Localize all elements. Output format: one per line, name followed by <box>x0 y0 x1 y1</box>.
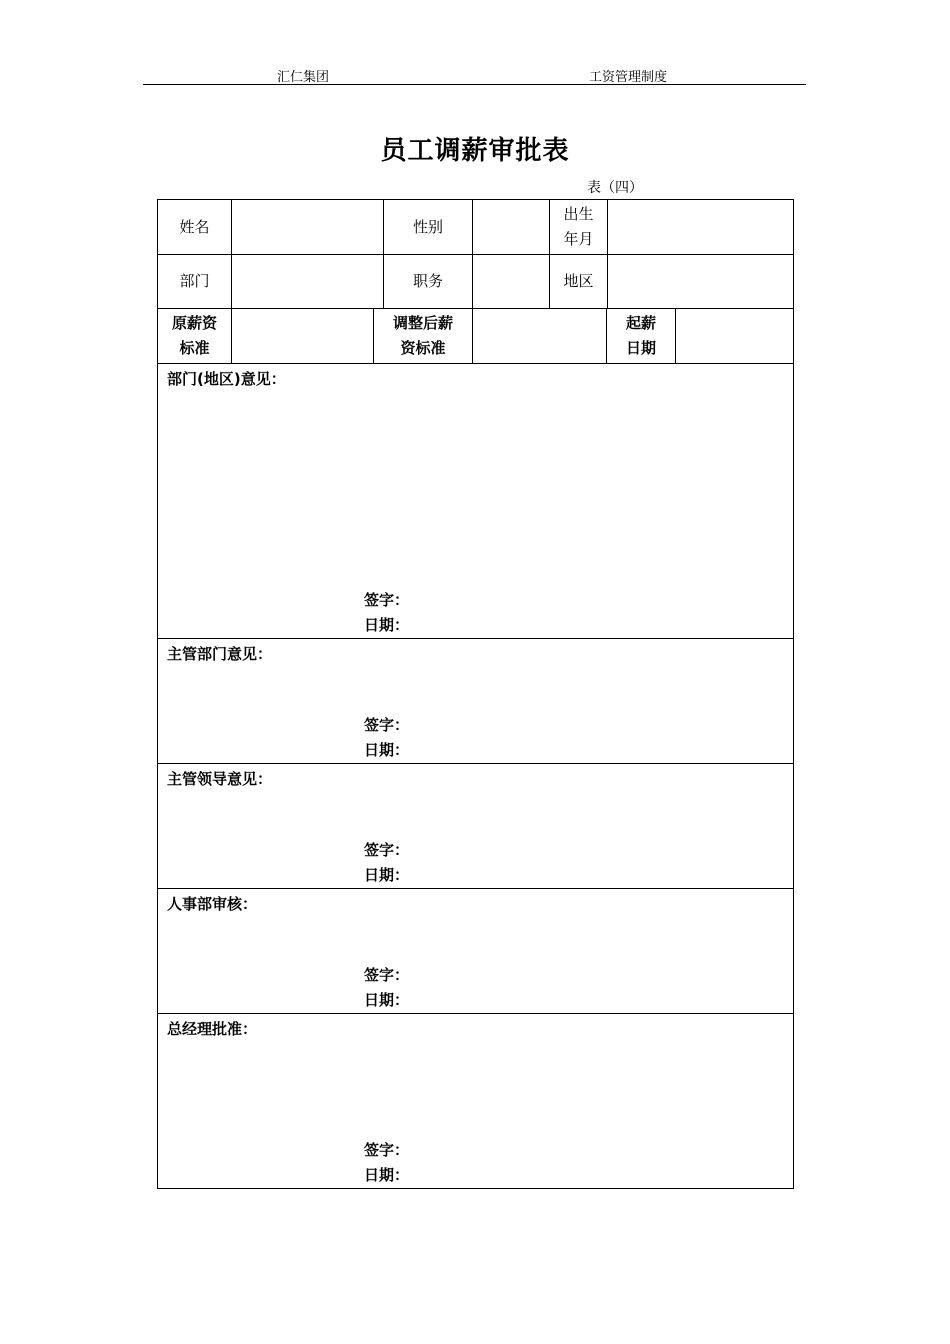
hr-review-section[interactable] <box>158 889 793 1014</box>
form-row-position-info <box>158 255 793 309</box>
birth-date-label: 出生 年月 <box>550 200 608 254</box>
original-salary-field[interactable] <box>232 309 374 363</box>
adjusted-salary-field[interactable] <box>473 309 607 363</box>
signature-label: 签字： <box>364 966 410 984</box>
start-date-label: 起薪 日期 <box>607 309 676 363</box>
date-label: 日期： <box>364 741 410 759</box>
supervising-leader-opinion-section[interactable] <box>158 764 793 889</box>
department-label: 部门 <box>158 255 232 308</box>
name-label: 姓名 <box>158 200 232 254</box>
section-label: 主管部门意见： <box>167 645 273 663</box>
general-manager-approval-section[interactable] <box>158 1014 793 1188</box>
supervising-department-opinion-section[interactable] <box>158 639 793 764</box>
name-field[interactable] <box>232 200 384 254</box>
form-row-salary-info <box>158 309 793 364</box>
header-document-title: 工资管理制度 <box>589 70 668 85</box>
signature-label: 签字： <box>364 1141 410 1159</box>
gender-field[interactable] <box>473 200 550 254</box>
signature-label: 签字： <box>364 591 410 609</box>
original-salary-label: 原薪资 标准 <box>158 309 232 363</box>
date-label: 日期： <box>364 866 410 884</box>
start-date-field[interactable] <box>676 309 793 363</box>
region-field[interactable] <box>608 255 793 308</box>
department-opinion-section[interactable] <box>158 364 793 639</box>
section-label: 总经理批准： <box>167 1020 258 1038</box>
header-company: 汇仁集团 <box>277 70 330 85</box>
gender-label: 性别 <box>384 200 473 254</box>
form-row-basic-info <box>158 200 793 255</box>
salary-adjustment-form <box>157 199 794 1189</box>
position-field[interactable] <box>473 255 550 308</box>
section-label: 部门(地区)意见： <box>167 370 286 388</box>
page-header <box>143 65 806 85</box>
form-number: 表（四） <box>587 180 643 196</box>
section-label: 人事部审核： <box>167 895 258 913</box>
department-field[interactable] <box>232 255 384 308</box>
signature-label: 签字： <box>364 716 410 734</box>
section-label: 主管领导意见： <box>167 770 273 788</box>
date-label: 日期： <box>364 616 410 634</box>
birth-date-field[interactable] <box>608 200 793 254</box>
form-title: 员工调薪审批表 <box>380 136 570 166</box>
date-label: 日期： <box>364 1166 410 1184</box>
region-label: 地区 <box>550 255 608 308</box>
date-label: 日期： <box>364 991 410 1009</box>
signature-label: 签字： <box>364 841 410 859</box>
adjusted-salary-label: 调整后薪 资标准 <box>374 309 473 363</box>
position-label: 职务 <box>384 255 473 308</box>
